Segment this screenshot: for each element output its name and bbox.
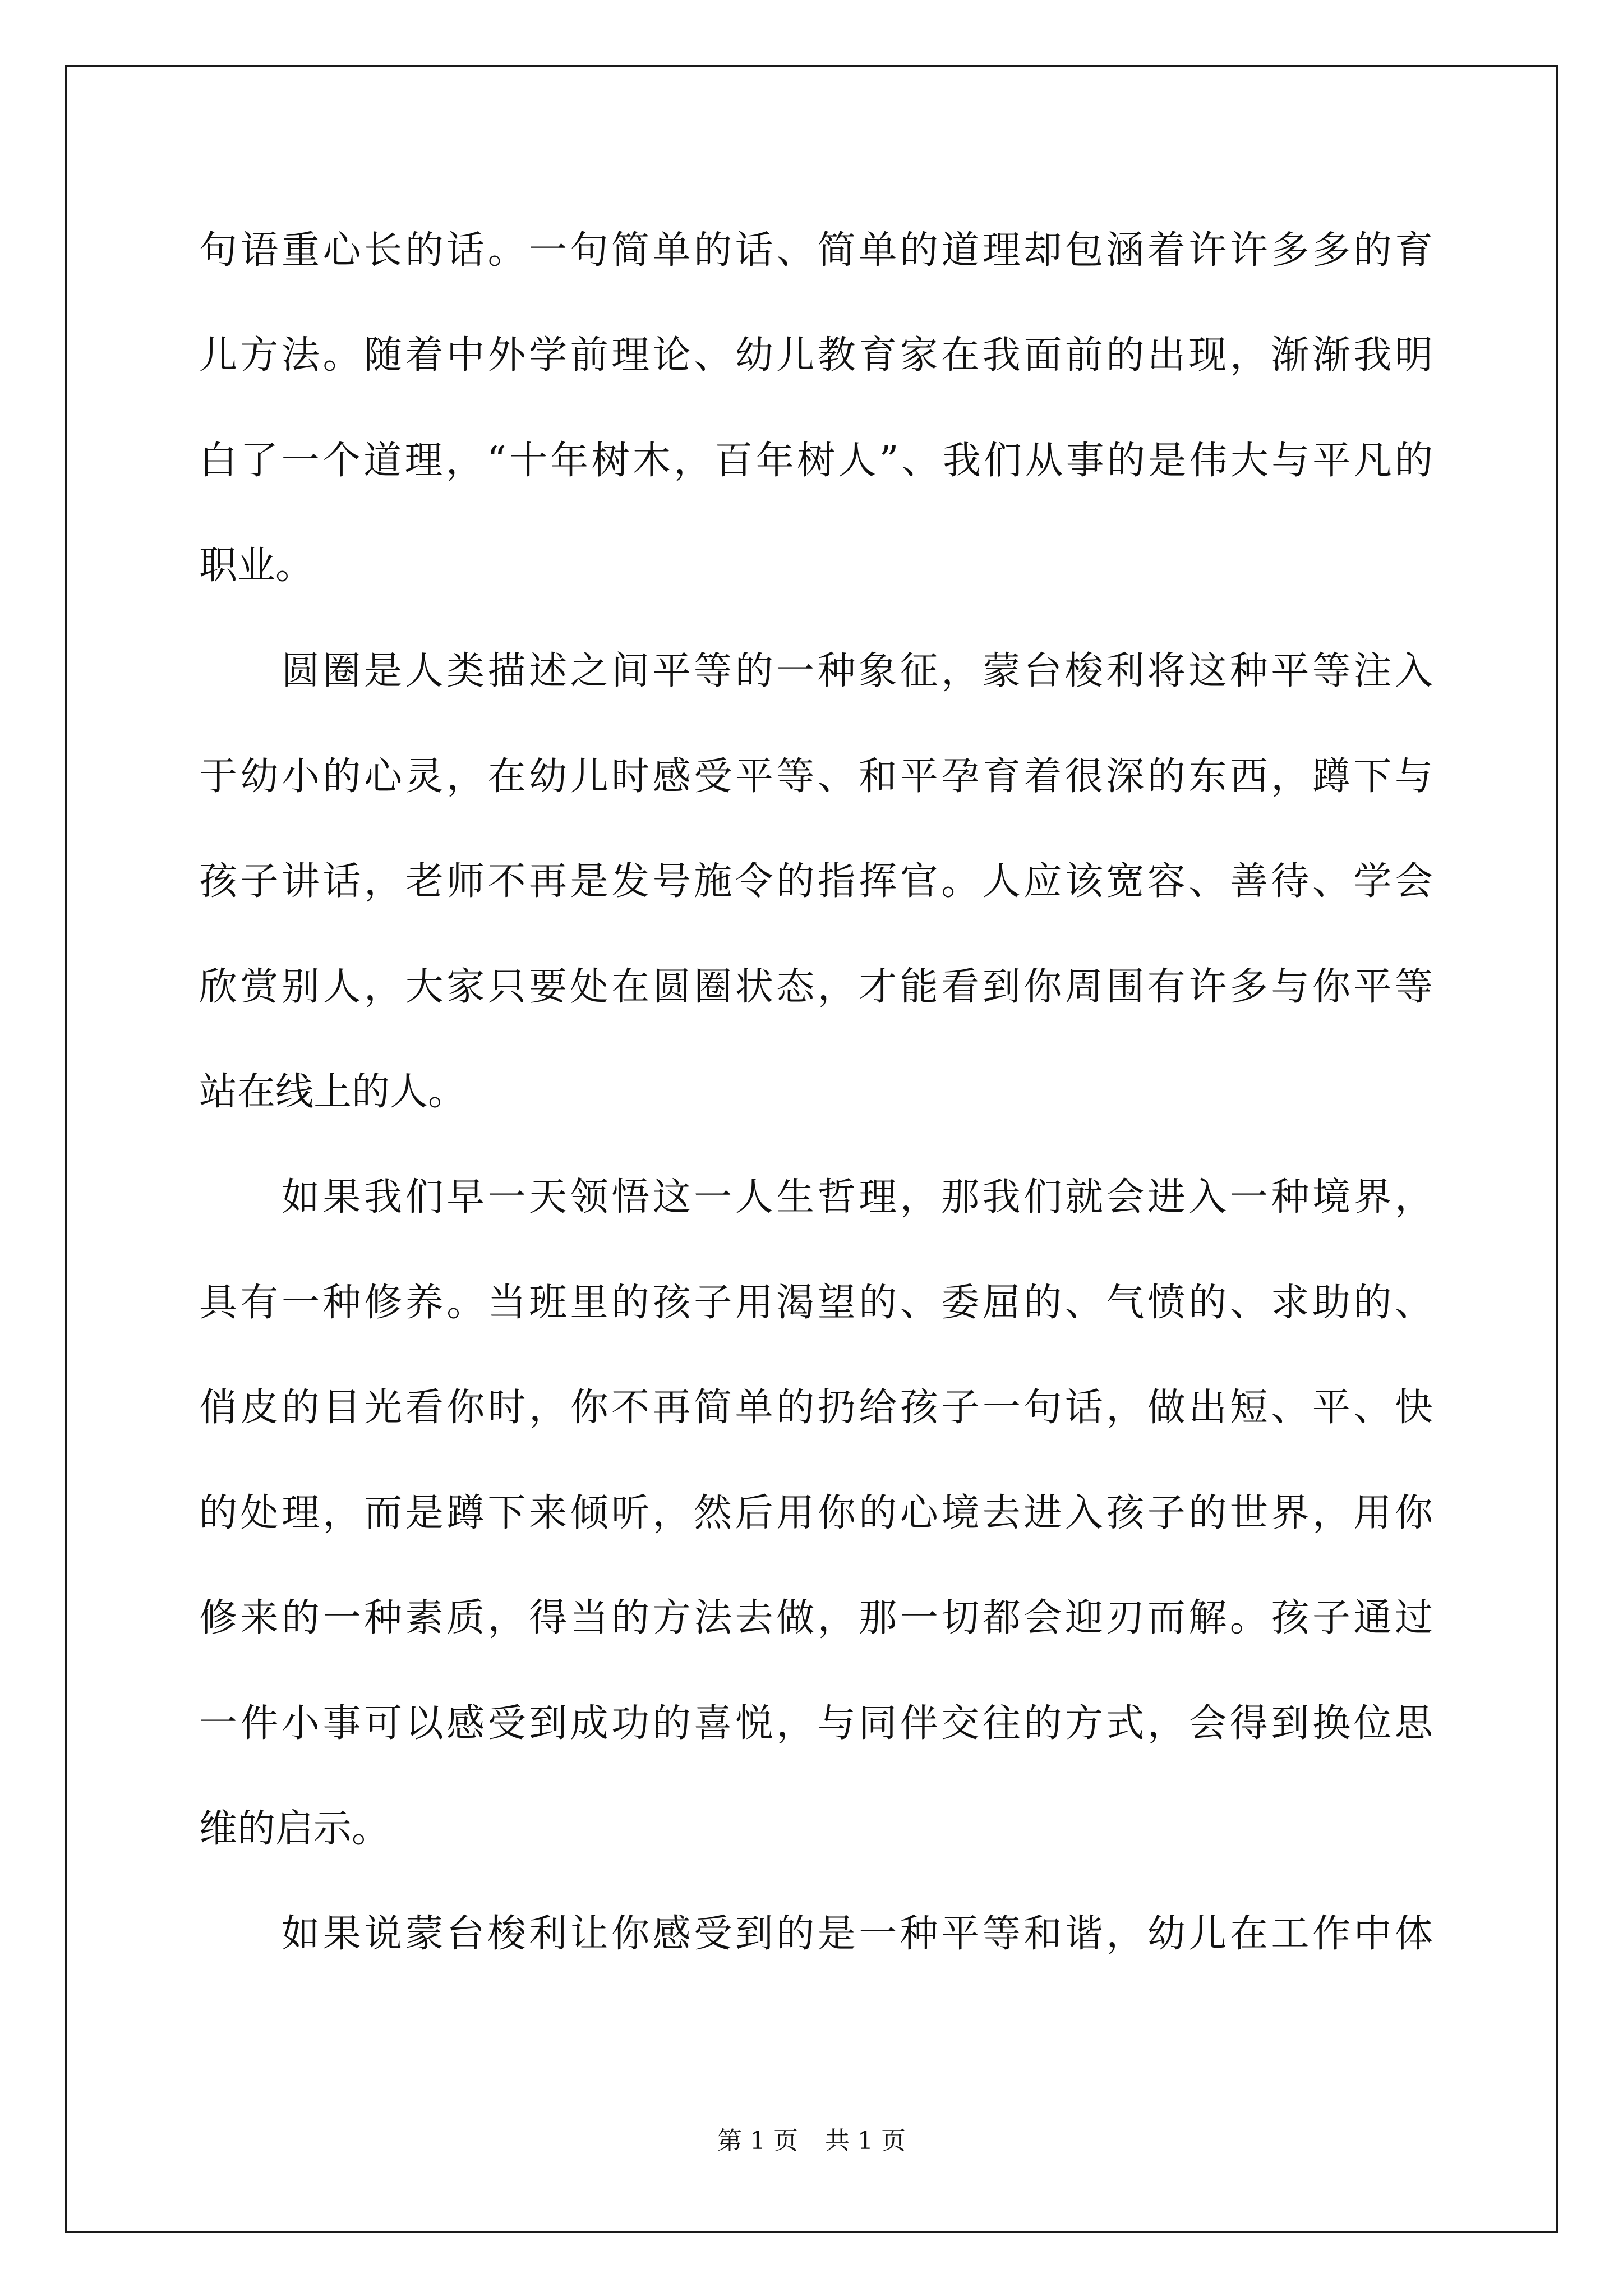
text-line: 白了一个道理，“十年树木，百年树人”、我们从事的是伟大与平凡的 — [199, 439, 1433, 483]
text-line: 俏皮的目光看你时，你不再简单的扔给孩子一句话，做出短、平、快 — [199, 1386, 1433, 1430]
text-line: 维的启示。 — [199, 1807, 390, 1851]
page-number-total: 共 1 页 — [825, 2127, 906, 2155]
page-footer — [0, 2120, 1623, 2156]
text-line: 儿方法。随着中外学前理论、幼儿教育家在我面前的出现，渐渐我明 — [199, 333, 1433, 378]
text-line: 句语重心长的话。一句简单的话、简单的道理却包涵着许许多多的育 — [199, 228, 1433, 273]
text-line: 具有一种修养。当班里的孩子用渴望的、委屈的、气愤的、求助的、 — [199, 1281, 1433, 1325]
paragraph-first-line: 如果我们早一天领悟这一人生哲理，那我们就会进入一种境界， — [282, 1175, 1433, 1220]
text-line: 于幼小的心灵，在幼儿时感受平等、和平孕育着很深的东西，蹲下与 — [199, 754, 1433, 799]
page-number-current: 第 1 页 — [717, 2127, 798, 2155]
text-line: 一件小事可以感受到成功的喜悦，与同伴交往的方式，会得到换位思 — [199, 1701, 1433, 1746]
paragraph-first-line: 如果说蒙台梭利让你感受到的是一种平等和谐，幼儿在工作中体 — [282, 1912, 1433, 1956]
paragraph-first-line: 圆圈是人类描述之间平等的一种象征，蒙台梭利将这种平等注入 — [282, 649, 1433, 693]
text-line: 修来的一种素质，得当的方法去做，那一切都会迎刃而解。孩子通过 — [199, 1596, 1433, 1640]
text-line: 欣赏别人，大家只要处在圆圈状态，才能看到你周围有许多与你平等 — [199, 965, 1433, 1009]
text-line: 的处理，而是蹲下来倾听，然后用你的心境去进入孩子的世界，用你 — [199, 1491, 1433, 1535]
text-line: 职业。 — [199, 544, 314, 588]
text-line: 孩子讲话，老师不再是发号施令的指挥官。人应该宽容、善待、学会 — [199, 859, 1433, 904]
text-line: 站在线上的人。 — [199, 1070, 467, 1114]
